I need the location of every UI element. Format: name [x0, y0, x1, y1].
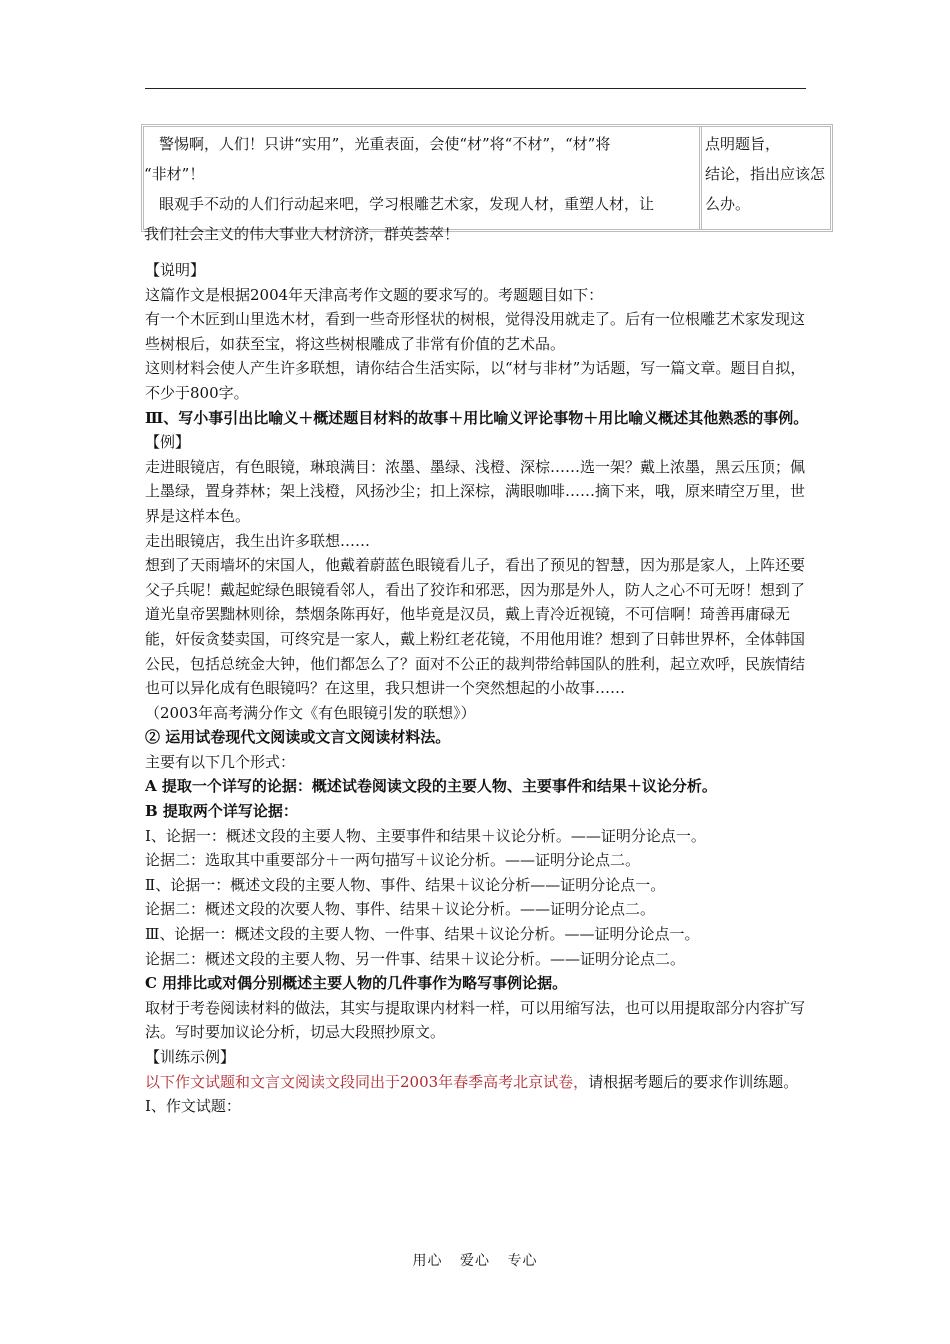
list-item: 论据二：概述文段的主要人物、另一件事、结果＋议论分析。——证明分论点二。 — [145, 949, 686, 968]
paragraph: 有一个木匠到山里选木材，看到一些奇形怪状的树根，觉得没用就走了。后有一位根雕艺术家发现这些树根后，如获至宝，将这些树根雕成了非常有价值的艺术品。 — [145, 310, 806, 353]
commentary-line: 么办。 — [705, 195, 751, 213]
header-rule — [145, 88, 806, 89]
commentary-line: 点明题旨， — [705, 135, 781, 153]
excerpt-line: 眼观手不动的人们行动起来吧，学习根雕艺术家，发现人材，重塑人材，让 — [144, 195, 655, 213]
section-heading-training: 【训练示例】 — [145, 1048, 236, 1066]
paragraph: 主要有以下几个形式： — [145, 752, 296, 771]
list-item: 论据二：概述文段的次要人物、事件、结果＋议论分析。——证明分论点二。 — [145, 900, 656, 919]
excerpt-line: 我们社会主义的伟大事业人材济济，群英荟萃！ — [144, 225, 460, 243]
paragraph: Ⅰ、作文试题： — [145, 1097, 241, 1116]
method-heading: A 提取一个详写的论据：概述试卷阅读文段的主要人物、主要事件和结果＋议论分析。 — [145, 777, 717, 796]
commentary-line: 结论，指出应该怎 — [705, 165, 826, 183]
excerpt-line: “非材”！ — [144, 165, 205, 183]
footer-word: 专心 — [507, 1253, 538, 1269]
list-item: Ⅰ、论据一：概述文段的主要人物、主要事件和结果＋议论分析。——证明分论点一。 — [145, 826, 706, 845]
essay-excerpt-cell — [144, 127, 702, 243]
paragraph: 取材于考卷阅读材料的做法，其实与提取课内材料一样，可以用缩写法，也可以用提取部分内容扩写法。写时要加议论分析，切忌大段照抄原文。 — [145, 998, 806, 1042]
source-citation: （2003年高考满分作文《有色眼镜引发的联想》） — [145, 703, 476, 722]
section-heading-note: 【说明】 — [145, 261, 206, 279]
paragraph-tail: 请根据考题后的要求作训练题。 — [588, 1072, 799, 1091]
note-table — [141, 124, 833, 243]
method-heading: C 用排比或对偶分别概述主要人物的几件事作为略写事例论据。 — [145, 974, 568, 993]
footer-word: 用心 — [412, 1253, 443, 1269]
footer-word: 爱心 — [460, 1253, 490, 1269]
method-heading: ② 运用试卷现代文阅读或文言文阅读材料法。 — [145, 728, 451, 747]
paragraph: 走进眼镜店，有色眼镜，琳琅满目：浓墨、墨绿、浅橙、深棕……选一架？戴上浓墨，黑云压顶；佩上墨绿，置身莽林；架上浅橙，风扬沙尘；扣上深棕，满眼咖啡……摘下来，哦，原来晴空万里，世界是这样本色。 — [145, 457, 806, 525]
document-body — [145, 258, 811, 1119]
method-heading: Ⅲ、写小事引出比喻义＋概述题目材料的故事＋用比喻义评论事物＋用比喻义概述其他熟悉的事例。 — [145, 408, 809, 427]
list-item: Ⅲ、论据一：概述文段的主要人物、一件事、结果＋议论分析。——证明分论点一。 — [145, 925, 700, 944]
training-intro — [145, 1070, 811, 1095]
excerpt-line: 警惕啊，人们！只讲“实用”，光重表面，会使“材”将“不材”，“材”将 — [144, 135, 611, 153]
commentary-cell — [705, 127, 830, 231]
paragraph: 这则材料会使人产生许多联想，请你结合生活实际，以“材与非材”为话题，写一篇文章。题目自拟，不少于800字。 — [145, 359, 806, 402]
page-footer — [0, 1250, 950, 1270]
highlighted-text: 以下作文试题和文言文阅读文段同出于2003年春季高考北京试卷， — [145, 1072, 589, 1091]
list-item: Ⅱ、论据一：概述文段的主要人物、事件、结果＋议论分析——证明分论点一。 — [145, 875, 666, 894]
method-heading: B 提取两个详写论据： — [145, 802, 298, 821]
paragraph: 想到了天雨墙坏的宋国人，他戴着蔚蓝色眼镜看儿子，看出了预见的智慧，因为那是家人，上阵还要父子兵呢！戴起蛇绿色眼镜看邻人，看出了狡诈和邪恶，因为那是外人，防人之心不可无呀！想到了道光皇帝罢黜林则徐，禁烟条陈再好，他毕竟是汉员，戴上青冷近视镜，不可信啊！琦善再庸碌无能，奸佞贪婪卖国，可终究是一家人，戴上粉红老花镜，不用他用谁？想到了日韩世界杯，全体韩国公民，包括总统金大钟，他们都怎么了？面对不公正的裁判带给韩国队的胜利，起立欢呼，民族情结也可以异化成有色眼镜吗？在这里，我只想讲一个突然想起的小故事…… — [145, 556, 806, 698]
section-heading-example: 【例】 — [145, 433, 191, 452]
list-item: 论据二：选取其中重要部分＋一两句描写＋议论分析。——证明分论点二。 — [145, 851, 641, 870]
paragraph: 走出眼镜店，我生出许多联想…… — [145, 531, 371, 550]
paragraph: 这篇作文是根据2004年天津高考作文题的要求写的。考题题目如下： — [145, 285, 604, 304]
